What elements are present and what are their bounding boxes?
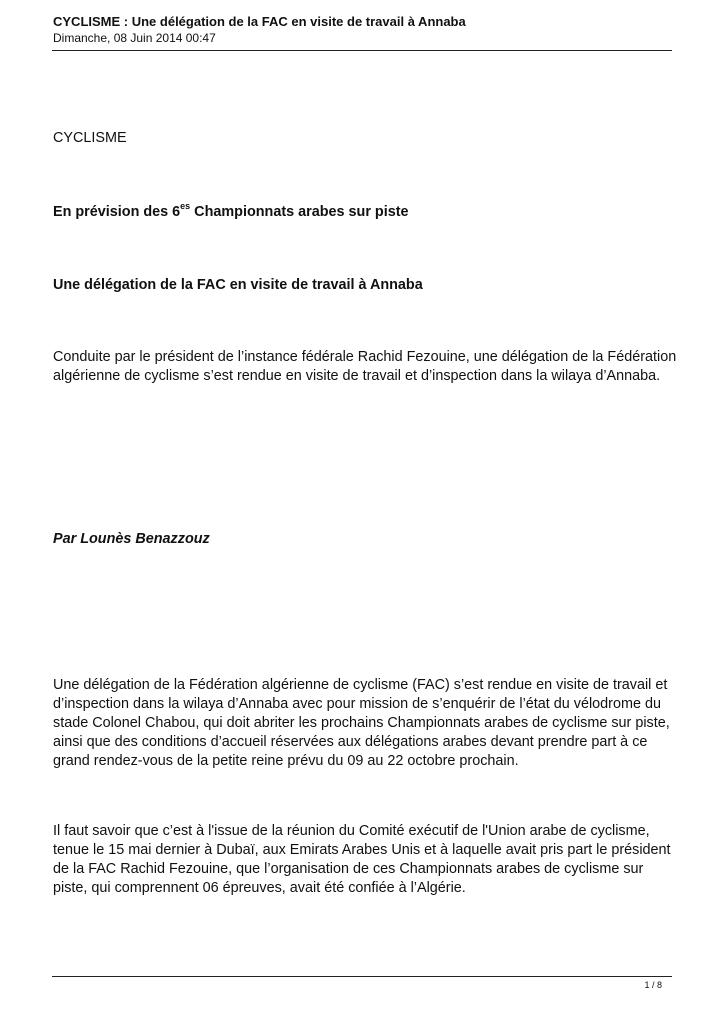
article-byline: Par Lounès Benazzouz [53,531,210,547]
document-header-title: CYCLISME : Une délégation de la FAC en visite de travail à Annaba [53,14,466,29]
overline-text-before: En prévision des 6 [53,204,181,220]
overline-superscript: es [180,201,191,212]
article-lead: Conduite par le président de l’instance fédérale Rachid Fezouine, une délégation de la Fédération algérienne de cyclisme s’est rendue en visite de travail et d’inspection dans la wilaya d’Annaba. [53,349,677,384]
page-number: 1 / 8 [644,980,662,990]
article-rubric: CYCLISME [53,130,127,146]
document-header-date: Dimanche, 08 Juin 2014 00:47 [53,31,216,45]
header-divider [52,50,672,51]
article-overline [53,203,678,222]
footer-divider [52,976,672,977]
article-paragraph: Il faut savoir que c’est à l'issue de la réunion du Comité exécutif de l'Union arabe de cyclisme, tenue le 15 mai dernier à Dubaï, aux Emirats Arabes Unis et à laquelle avait pris part le président de la FAC Rachid Fezouine, que l’organisation de ces Championnats arabes de cyclisme sur piste, qui comprennent 06 épreuves, avait été confiée à l’Algérie. [53,823,671,896]
article-paragraph: Une délégation de la Fédération algérienne de cyclisme (FAC) s’est rendue en visite de travail et d’inspection dans la wilaya d’Annaba avec pour mission de s’enquérir de l’état du vélodrome du stade Colonel Chabou, qui doit abriter les prochains Championnats arabes de cyclisme sur piste, ainsi que des conditions d’accueil réservées aux délégations arabes devant prendre part à ce grand rendez-vous de la petite reine prévu du 09 au 22 octobre prochain. [53,677,670,769]
article-headline: Une délégation de la FAC en visite de travail à Annaba [53,277,423,293]
overline-text-after: Championnats arabes sur piste [190,204,409,220]
